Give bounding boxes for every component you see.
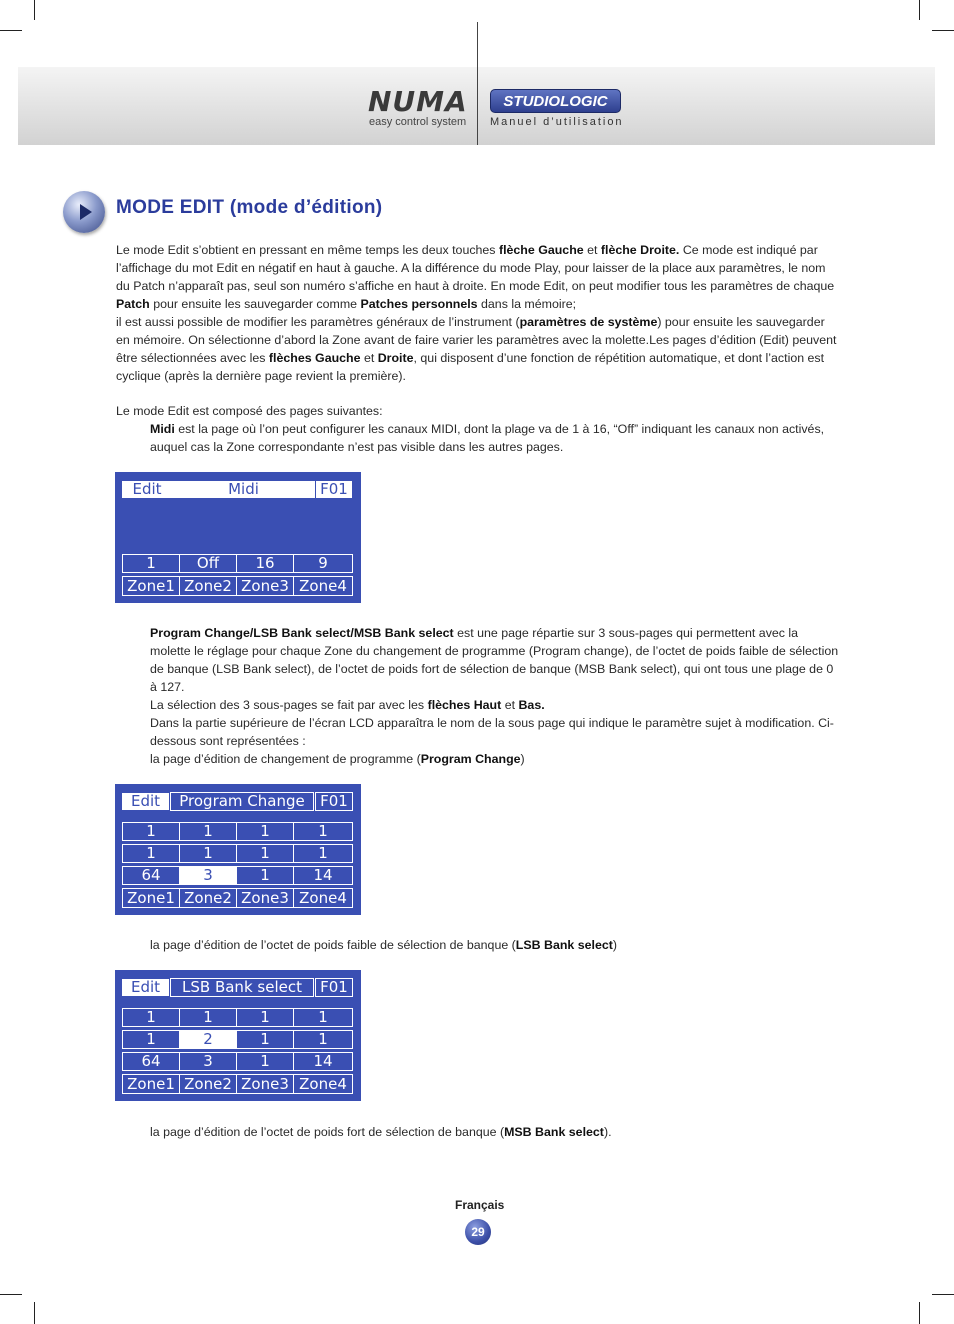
lcd-value-cell: 1 — [236, 866, 294, 885]
lcd-value-cell: 1 — [122, 1008, 180, 1027]
lcd-value-cell: 1 — [179, 844, 237, 863]
crop-mark — [34, 1302, 35, 1324]
header-divider — [477, 22, 478, 145]
lcd-selected-cell: 2 — [179, 1030, 237, 1049]
lcd-zone-label: Zone2 — [179, 1074, 237, 1094]
lcd-edit-label: Edit — [122, 979, 169, 996]
lcd-value-cell: Off — [179, 554, 237, 573]
lcd-value-cell: 14 — [293, 866, 353, 885]
lcd-value-cell: 1 — [293, 1030, 353, 1049]
lcd-value-cell: 1 — [236, 1008, 294, 1027]
lcd-value-cell: 1 — [122, 822, 180, 841]
crop-mark — [0, 1294, 22, 1295]
lcd-value-cell: 1 — [122, 1030, 180, 1049]
numa-tagline: easy control system — [369, 116, 467, 128]
lcd-zone-label: Zone3 — [236, 1074, 294, 1094]
msb-description: la page d’édition de l’octet de poids fort de sélection de banque (MSB Bank select). — [150, 1125, 612, 1139]
numa-logo: NUMA — [368, 85, 468, 118]
lcd-patch-number: F01 — [315, 978, 353, 997]
lcd-value-cell: 16 — [236, 554, 294, 573]
lcd-midi-screen — [115, 472, 361, 603]
lcd-value-cell: 1 — [236, 844, 294, 863]
lcd-edit-label: Edit — [122, 793, 169, 810]
lcd-zone-label: Zone3 — [236, 576, 294, 596]
lcd-value-cell: 9 — [293, 554, 353, 573]
lcd-edit-label: Edit — [122, 481, 172, 498]
lcd-page-title: Midi — [172, 481, 315, 498]
lcd-value-cell: 64 — [122, 866, 180, 885]
lcd-value-cell: 1 — [179, 822, 237, 841]
lcd-zone-label: Zone4 — [293, 576, 353, 596]
lcd-page-title: LSB Bank select — [170, 978, 314, 997]
page-number: 29 — [465, 1219, 491, 1245]
lcd-value-cell: 1 — [236, 822, 294, 841]
footer-language: Français — [455, 1198, 505, 1212]
lcd-program-change-screen — [115, 784, 361, 915]
pages-intro: Le mode Edit est composé des pages suivantes: — [116, 404, 383, 418]
lcd-value-cell: 1 — [179, 1008, 237, 1027]
lcd-value-cell: 1 — [236, 1052, 294, 1071]
lcd-selected-cell: 3 — [179, 866, 237, 885]
lcd-patch-number: F01 — [316, 481, 352, 498]
lcd-value-cell: 1 — [293, 844, 353, 863]
lcd-zone-label: Zone4 — [293, 888, 353, 908]
lcd-zone-label: Zone2 — [179, 576, 237, 596]
midi-description: Midi est la page où l’on peut configurer les canaux MIDI, dont la plage va de 1 à 16, “Off” indiquant les canaux non activés, auquel cas la Zone correspondante n’est pas visible dans les autres pages. — [150, 422, 825, 454]
lcd-zone-label: Zone4 — [293, 1074, 353, 1094]
lcd-value-cell: 1 — [293, 822, 353, 841]
lsb-description: la page d’édition de l’octet de poids faible de sélection de banque (LSB Bank select) — [150, 938, 618, 952]
studiologic-logo: STUDIOLOGIC — [490, 89, 621, 113]
section-title: MODE EDIT (mode d’édition) — [116, 197, 383, 218]
lcd-value-cell: 1 — [122, 844, 180, 863]
lcd-value-cell: 64 — [122, 1052, 180, 1071]
lcd-value-cell: 1 — [293, 1008, 353, 1027]
lcd-page-title: Program Change — [170, 792, 314, 811]
crop-mark — [932, 1294, 954, 1295]
intro-paragraph: Le mode Edit s’obtient en pressant en même temps les deux touches flèche Gauche et flèche Droite. Ce mode est indiqué par l’affichage du mot Edit en négatif en haut à gauche. A la différence du mode Play, pour laisser de la place aux paramètres, le nom du Patch n’apparaît pas, seul son numéro s’affiche en haut à droite. En mode Edit, on peut modifier tous les paramètres de chaque Patch pour ensuite les sauvegarder comme Patches personnels dans la mémoire; il est aussi possible de modifier les paramètres généraux de l’instrument (paramètres de système) pour ensuite les sauvegarder en mémoire. On sélectionne d’abord la Zone avant de faire varier les paramètres avec la molette.Les pages d’édition (Edit) peuvent être sélectionnées avec les flèches Gauche et Droite, qui disposent d’une fonction de répétition automatique, et dont l’action est cyclique (après la dernière page revient la première). — [116, 243, 837, 383]
lcd-value-cell: 1 — [236, 1030, 294, 1049]
lcd-patch-number: F01 — [315, 792, 353, 811]
lcd-zone-label: Zone3 — [236, 888, 294, 908]
lcd-zone-label: Zone1 — [122, 888, 180, 908]
crop-mark — [34, 0, 35, 20]
crop-mark — [919, 1302, 920, 1324]
lcd-lsb-bank-screen — [115, 970, 361, 1101]
crop-mark — [932, 30, 954, 31]
lcd-value-cell: 1 — [122, 554, 180, 573]
lcd-zone-label: Zone1 — [122, 576, 180, 596]
program-change-description: Program Change/LSB Bank select/MSB Bank select est une page répartie sur 3 sous-pages qui permettent avec la molette le réglage pour chaque Zone du changement de programme (Program change), de l’octet de poids faible de sélection de banque (LSB Bank select), de l’octet de poids fort de sélection de banque (MSB Bank select), qui ont tous une plage de 0 à 127. La sélection des 3 sous-pages se fait par avec les flèches Haut et Bas. Dans la partie supérieure de l’écran LCD apparaîtra le nom de la sous page qui indique le paramètre sujet à modification. Ci-dessous sont représentées : la page d’édition de changement de programme (Program Change) — [150, 626, 839, 766]
play-icon — [63, 191, 105, 233]
lcd-value-cell: 3 — [179, 1052, 237, 1071]
lcd-zone-label: Zone1 — [122, 1074, 180, 1094]
lcd-value-cell: 14 — [293, 1052, 353, 1071]
crop-mark — [0, 30, 22, 31]
lcd-zone-label: Zone2 — [179, 888, 237, 908]
manual-tagline: Manuel d’utilisation — [490, 116, 624, 128]
crop-mark — [919, 0, 920, 20]
